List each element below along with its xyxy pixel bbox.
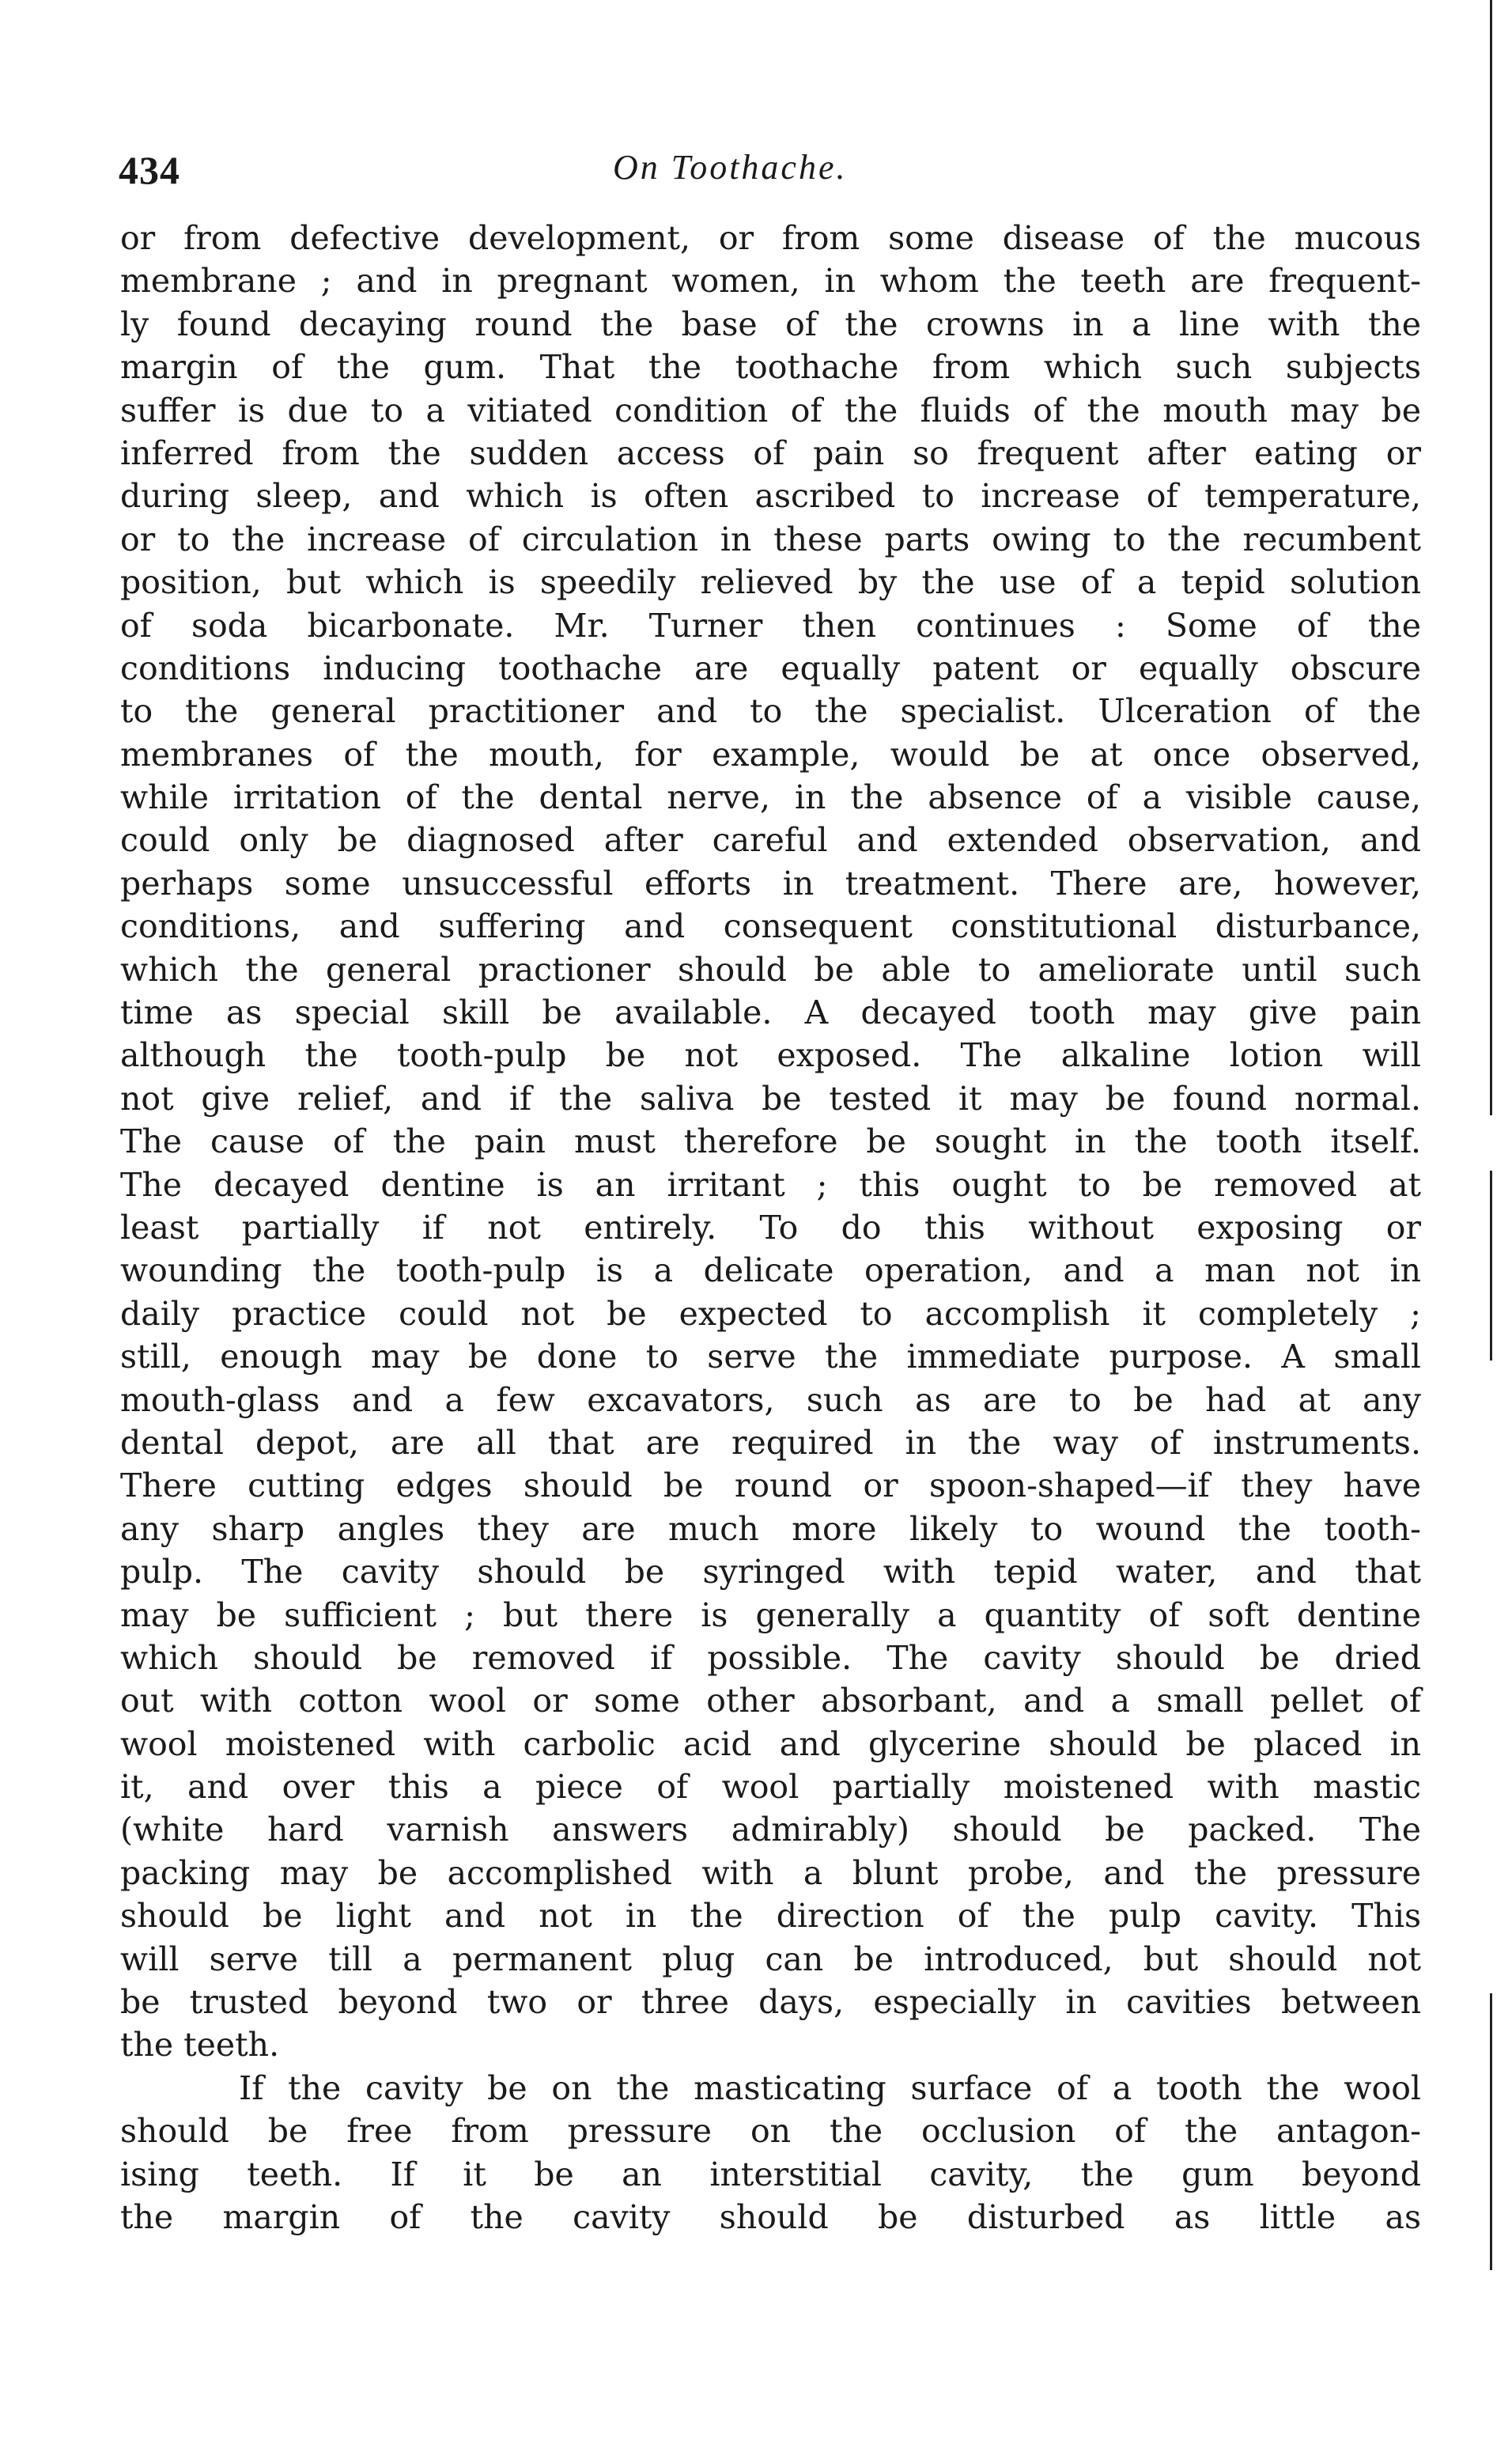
text-line: it, and over this a piece of wool partially moistened with mastic (120, 1768, 1421, 1807)
text-line: to the general practitioner and to the specialist. Ulceration of the (120, 692, 1421, 731)
text-line: which the general practioner should be able to ameliorate until such (120, 950, 1421, 989)
text-line: (white hard varnish answers admirably) should be packed. The (120, 1811, 1421, 1849)
text-line: during sleep, and which is often ascribed to increase of temperature, (120, 477, 1421, 516)
scan-edge-line (1490, 1171, 1492, 1361)
text-line: membranes of the mouth, for example, would be at once observed, (120, 735, 1421, 774)
text-line: or from defective development, or from some disease of the mucous (120, 219, 1421, 257)
text-line: pulp. The cavity should be syringed with tepid water, and that (120, 1553, 1421, 1591)
text-line: not give relief, and if the saliva be tested it may be found normal. (120, 1079, 1421, 1118)
text-line: be trusted beyond two or three days, especially in cavities between (120, 1983, 1421, 2022)
text-line: least partially if not entirely. To do this without exposing or (120, 1208, 1421, 1247)
text-line: mouth-glass and a few excavators, such as are to be had at any (120, 1380, 1421, 1419)
text-line: may be sufficient ; but there is generally a quantity of soft dentine (120, 1595, 1421, 1634)
text-line: the margin of the cavity should be disturbed as little as (120, 2197, 1421, 2236)
text-line: wounding the tooth-pulp is a delicate operation, and a man not in (120, 1251, 1421, 1290)
text-line: or to the increase of circulation in these parts owing to the recumbent (120, 520, 1421, 558)
text-line: suffer is due to a vitiated condition of the fluids of the mouth may be (120, 391, 1421, 430)
text-line: The decayed dentine is an irritant ; this ought to be removed at (120, 1165, 1421, 1204)
text-line: although the tooth-pulp be not exposed. The alkaline lotion will (120, 1036, 1421, 1075)
text-line: the teeth. (120, 2026, 280, 2064)
text-line: will serve till a permanent plug can be introduced, but should not (120, 1940, 1421, 1978)
text-line: which should be removed if possible. The cavity should be dried (120, 1638, 1421, 1677)
text-line: should be free from pressure on the occlusion of the antagon- (120, 2112, 1421, 2151)
text-line: inferred from the sudden access of pain so frequent after eating or (120, 433, 1421, 472)
text-line: position, but which is speedily relieved by the use of a tepid solution (120, 563, 1421, 602)
text-line: ising teeth. If it be an interstitial cavity, the gum beyond (120, 2155, 1421, 2193)
text-line: conditions inducing toothache are equally patent or equally obscure (120, 649, 1421, 687)
running-title: On Toothache. (613, 148, 848, 187)
text-line: packing may be accomplished with a blunt probe, and the pressure (120, 1853, 1421, 1892)
text-line: conditions, and suffering and consequent constitutional disturbance, (120, 907, 1421, 946)
text-line: dental depot, are all that are required in the way of instruments. (120, 1423, 1421, 1462)
text-line: perhaps some unsuccessful efforts in treatment. There are, however, (120, 864, 1421, 903)
text-line: should be light and not in the direction of the pulp cavity. This (120, 1897, 1421, 1936)
body-text (120, 217, 1421, 2239)
scan-edge-line (1490, 1993, 1492, 2270)
text-line: of soda bicarbonate. Mr. Turner then continues : Some of the (120, 606, 1421, 645)
text-line: membrane ; and in pregnant women, in whom the teeth are frequent- (120, 262, 1421, 301)
scan-edge-line (1490, 0, 1492, 1115)
text-line: while irritation of the dental nerve, in the absence of a visible cause, (120, 778, 1421, 817)
text-line: If the cavity be on the masticating surface of a tooth the wool (239, 2068, 1421, 2107)
text-line: margin of the gum. That the toothache from which such subjects (120, 348, 1421, 387)
text-line: time as special skill be available. A decayed tooth may give pain (120, 993, 1421, 1032)
text-line: wool moistened with carbolic acid and glycerine should be placed in (120, 1724, 1421, 1763)
text-line: could only be diagnosed after careful and extended observation, and (120, 821, 1421, 860)
text-line: There cutting edges should be round or spoon-shaped—if they have (120, 1466, 1421, 1505)
text-line: The cause of the pain must therefore be sought in the tooth itself. (120, 1122, 1421, 1161)
text-line: out with cotton wool or some other absorbant, and a small pellet of (120, 1682, 1421, 1720)
text-line: daily practice could not be expected to accomplish it completely ; (120, 1294, 1421, 1333)
page-number: 434 (119, 148, 180, 192)
text-line: still, enough may be done to serve the immediate purpose. A small (120, 1338, 1421, 1376)
page-header (119, 147, 1416, 210)
text-line: ly found decaying round the base of the crowns in a line with the (120, 305, 1421, 343)
text-line: any sharp angles they are much more likely to wound the tooth- (120, 1509, 1421, 1548)
